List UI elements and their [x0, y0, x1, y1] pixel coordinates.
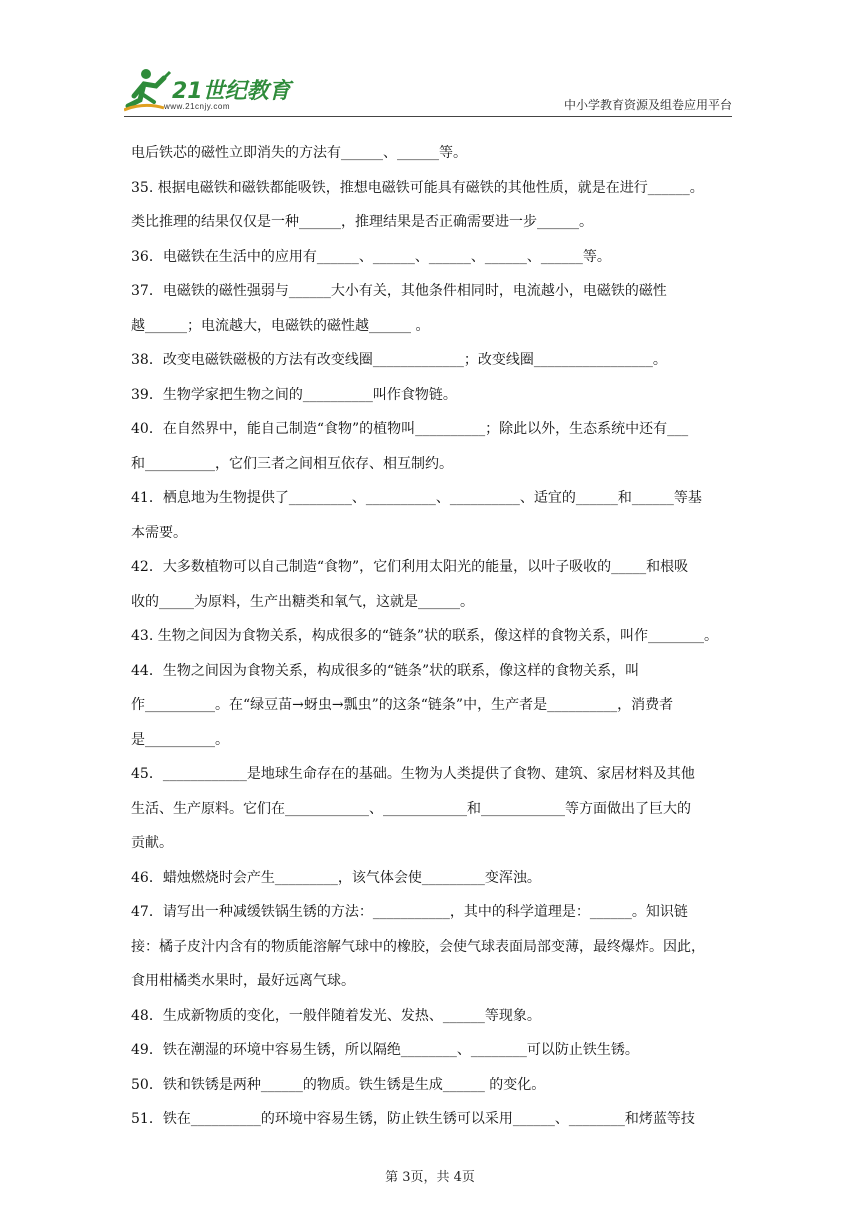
text-line: 食用柑橘类水果时，最好远离气球。 — [131, 973, 355, 989]
text-line: 生活、生产原料。它们在____________、____________和____________等方面做出了巨大的 — [131, 800, 691, 817]
text-line: 50．铁和铁锈是两种______的物质。铁生锈是生成______ 的变化。 — [131, 1076, 546, 1093]
text-line: 收的_____为原料，生产出糖类和氧气，这就是______。 — [131, 593, 474, 610]
text-line: 39．生物学家把生物之间的__________叫作食物链。 — [131, 386, 457, 403]
text-line: 35. 根据电磁铁和磁铁都能吸铁，推想电磁铁可能具有磁铁的其他性质，就是在进行______。 — [131, 179, 704, 196]
page-header — [0, 0, 860, 120]
logo-url: www.21cnjy.com — [164, 102, 230, 111]
text-line: 和__________，它们三者之间相互依存、相互制约。 — [131, 455, 453, 472]
question-list — [131, 140, 731, 1141]
text-line: 40．在自然界中，能自己制造“食物”的植物叫__________；除此以外，生态系统中还有___ — [131, 421, 689, 437]
text-line: 38．改变电磁铁磁极的方法有改变线圈_____________；改变线圈_________________。 — [131, 352, 667, 368]
page-number: 第 3页，共 4页 — [385, 1170, 475, 1185]
text-line: 接：橘子皮汁内含有的物质能溶解气球中的橡胶，会使气球表面局部变薄，最终爆炸。因此， — [131, 938, 705, 955]
text-line: 46．蜡烛燃烧时会产生_________，该气体会使_________变浑浊。 — [131, 869, 541, 886]
text-line: 越______；电流越大，电磁铁的磁性越______ 。 — [131, 317, 430, 334]
text-line: 电后铁芯的磁性立即消失的方法有______、______等。 — [131, 145, 467, 161]
text-line: 37．电磁铁的磁性强弱与______大小有关，其他条件相同时，电流越小，电磁铁的磁性 — [131, 283, 667, 299]
text-line: 作__________。在“绿豆苗→蚜虫→瓢虫”的这条“链条”中，生产者是__________，消费者 — [131, 697, 674, 713]
text-line: 42．大多数植物可以自己制造“食物”，它们利用太阳光的能量，以叶子吸收的_____和根吸 — [131, 559, 689, 575]
text-line: 48．生成新物质的变化，一般伴随着发光、发热、______等现象。 — [131, 1007, 541, 1024]
text-line: 类比推理的结果仅仅是一种______，推理结果是否正确需要进一步______。 — [131, 214, 593, 230]
header-divider — [124, 116, 732, 117]
text-line: 36．电磁铁在生活中的应用有______、______、______、______、______等。 — [131, 248, 611, 265]
platform-name: 中小学教育资源及组卷应用平台 — [563, 98, 732, 112]
text-line: 47．请写出一种减缓铁锅生锈的方法：___________，其中的科学道理是：______。知识链 — [131, 904, 688, 920]
text-line: 49．铁在潮湿的环境中容易生锈，所以隔绝________、________可以防止铁生锈。 — [131, 1042, 639, 1058]
text-line: 51．铁在__________的环境中容易生锈，防止铁生锈可以采用______、________和烤蓝等技 — [131, 1111, 695, 1127]
text-line: 44．生物之间因为食物关系，构成很多的“链条”状的联系，像这样的食物关系，叫 — [131, 662, 640, 679]
text-line: 45．____________是地球生命存在的基础。生物为人类提供了食物、建筑、家居材料及其他 — [131, 766, 695, 782]
text-line: 41．栖息地为生物提供了_________、__________、__________、适宜的______和______等基 — [131, 490, 702, 506]
text-line: 本需要。 — [131, 524, 187, 541]
svg-text:21世纪教育: 21世纪教育 — [172, 79, 291, 104]
text-line: 贡献。 — [131, 835, 173, 851]
text-line: 是__________。 — [131, 731, 229, 748]
text-line: 43. 生物之间因为食物关系，构成很多的“链条”状的联系，像这样的食物关系，叫作________。 — [131, 628, 719, 644]
logo — [124, 66, 294, 116]
